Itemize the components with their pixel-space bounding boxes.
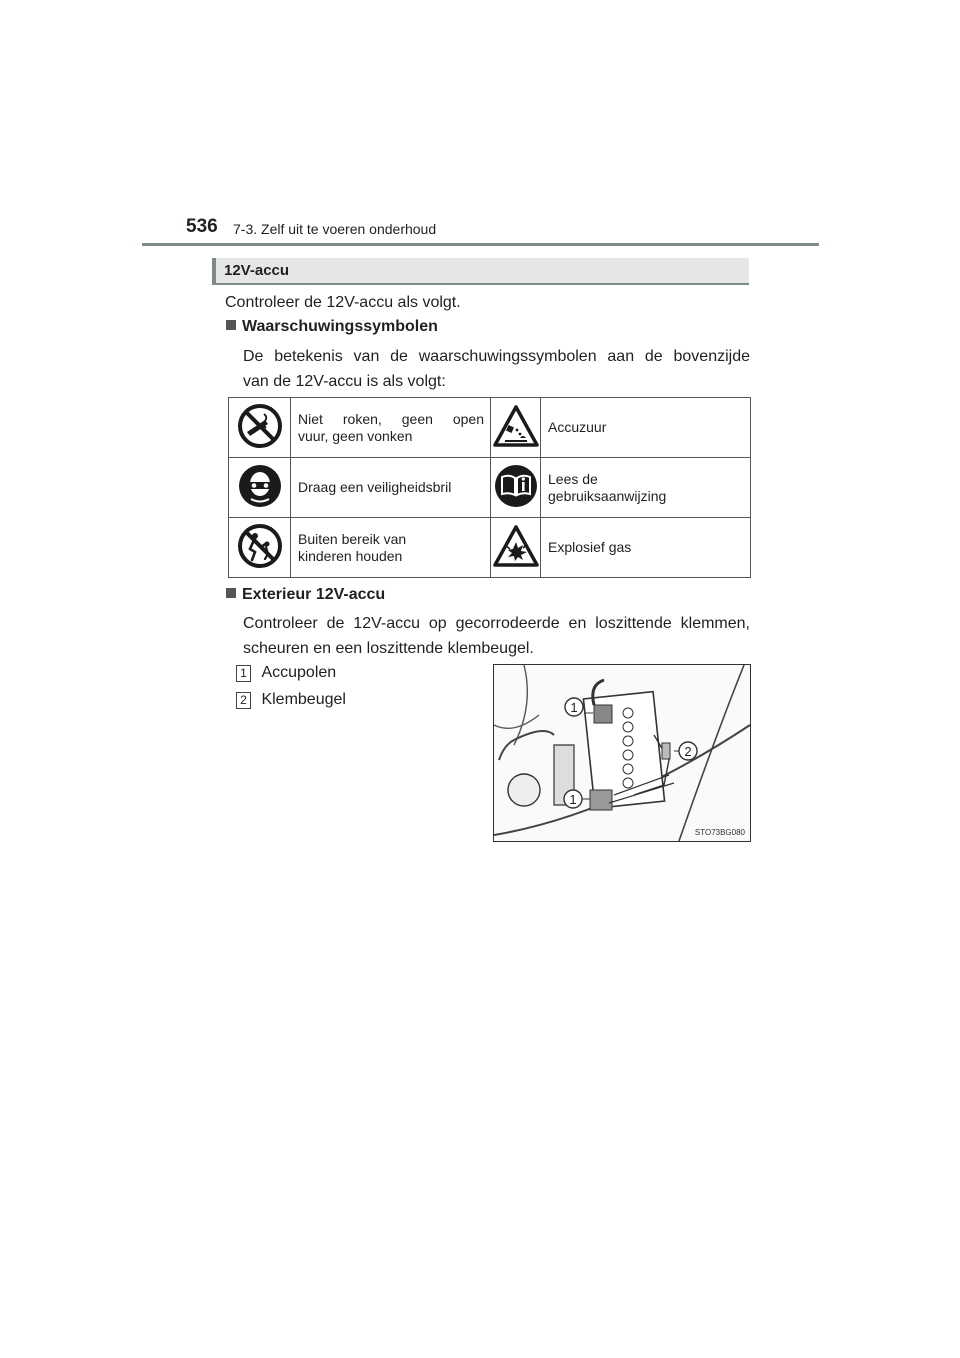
figure-callout-label: 1 (569, 792, 577, 807)
table-cell-icon (229, 398, 291, 458)
callout-number: 2 (236, 692, 251, 709)
exterior-body-line2: scheuren en een loszittende klembeugel. (243, 640, 534, 657)
table-cell-text (291, 458, 491, 518)
figure-callout (565, 698, 583, 716)
table-cell-icon (491, 398, 541, 458)
table-row (229, 518, 751, 578)
legend-item (236, 687, 346, 712)
figure-callout (679, 742, 697, 760)
section-bar-accent (212, 258, 216, 284)
section-bar-underline (212, 283, 749, 285)
warnings-heading-text: Waarschuwingssymbolen (242, 318, 438, 335)
label-line: kinderen houden (298, 547, 403, 564)
legend-label: Accupolen (261, 664, 337, 681)
no-smoking-icon (237, 403, 283, 449)
label-line: Draag een veiligheidsbril (298, 479, 452, 495)
section-bar (212, 258, 749, 284)
table-cell-icon (229, 518, 291, 578)
label-line: Lees de (548, 470, 598, 487)
keep-away-from-children-icon (237, 523, 283, 569)
exterior-body-line1: Controleer de 12V-accu op gecorrodeerde en loszittende klemmen, (243, 615, 750, 632)
warnings-body-line2: van de 12V-accu is als volgt: (243, 373, 446, 390)
bullet-square-icon (226, 320, 236, 330)
legend-item (236, 660, 336, 685)
section-title: 12V-accu (224, 262, 290, 279)
warnings-heading (226, 318, 438, 336)
exterior-heading-text: Exterieur 12V-accu (242, 586, 386, 603)
header-rule (142, 243, 819, 246)
table-cell-icon (491, 458, 541, 518)
table-cell-text (541, 458, 751, 518)
callout-number: 1 (236, 665, 251, 682)
table-cell-text (291, 518, 491, 578)
table-cell-icon (491, 518, 541, 578)
figure-code: STO73BG080 (694, 828, 745, 837)
label-line: vuur, geen vonken (298, 427, 413, 444)
battery-acid-warning-icon (493, 404, 539, 448)
table-row (229, 458, 751, 518)
figure-callout-label: 2 (684, 744, 692, 759)
page-number: 536 (186, 216, 218, 237)
exterior-heading (226, 586, 385, 604)
table-cell-text (291, 398, 491, 458)
figure-callout (564, 790, 582, 808)
legend-label: Klembeugel (261, 691, 346, 708)
engine-bay-drawing (494, 665, 750, 841)
label-line: Explosief gas (548, 539, 632, 555)
figure-callout-label: 1 (570, 700, 578, 715)
label-line: Accuzuur (548, 419, 607, 435)
table-cell-icon (229, 458, 291, 518)
chapter-title: 7-3. Zelf uit te voeren onderhoud (233, 221, 437, 237)
warnings-body-line1: De betekenis van de waarschuwingssymbolen aan de bovenzijde (243, 348, 750, 365)
intro-text: Controleer de 12V-accu als volgt. (225, 294, 461, 311)
table-cell-text (541, 398, 751, 458)
bullet-square-icon (226, 588, 236, 598)
label-line: Buiten bereik van (298, 530, 407, 547)
explosive-gas-icon (493, 524, 539, 568)
read-manual-icon (493, 463, 539, 509)
table-row (229, 398, 751, 458)
table-cell-text (541, 518, 751, 578)
label-line: Niet roken, geen open (298, 410, 484, 427)
battery-illustration (493, 664, 751, 842)
warning-symbols-table (228, 397, 751, 578)
safety-goggles-icon (237, 463, 283, 509)
label-line: gebruiksaanwijzing (548, 487, 667, 504)
